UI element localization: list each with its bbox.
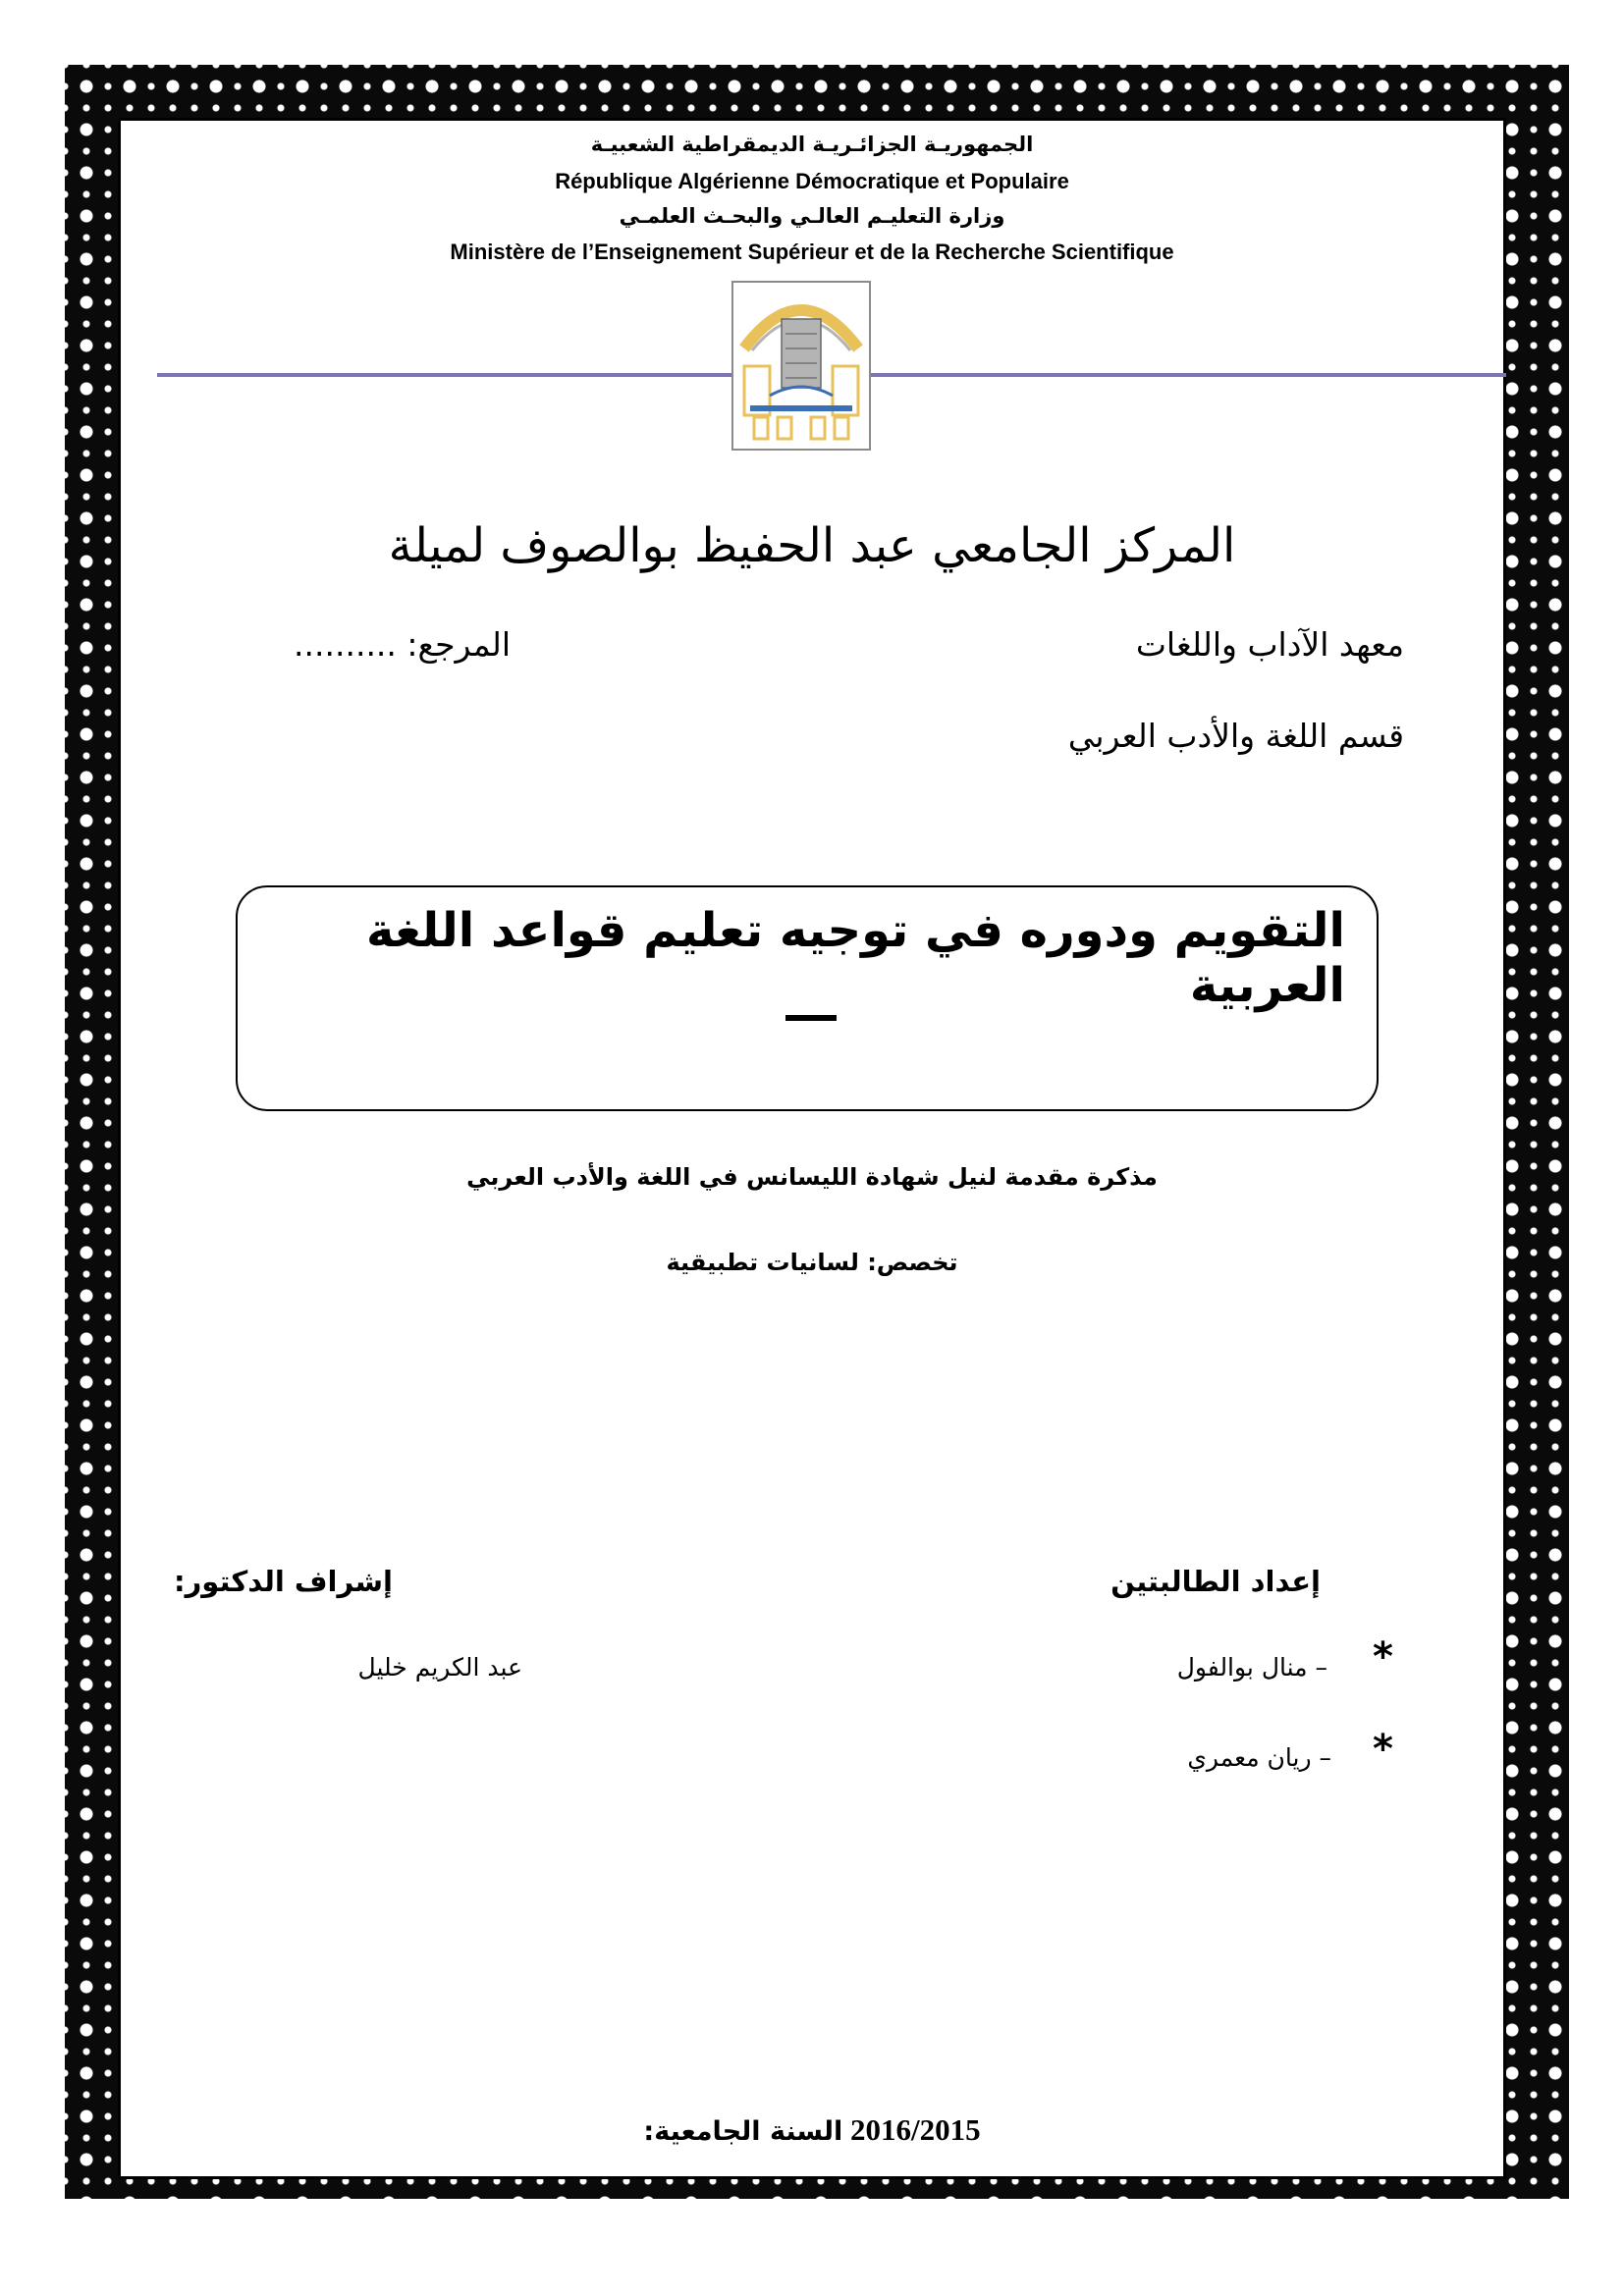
bullet-star: * (1373, 1727, 1393, 1772)
title-dash (785, 1015, 837, 1021)
institute-name: معهد الآداب واللغات (1135, 625, 1404, 664)
academic-year-label: السنة الجامعية: (643, 2116, 843, 2147)
student-name: – منال بوالفول (1176, 1653, 1327, 1682)
university-name: المركز الجامعي عبد الحفيظ بوالصوف لميلة (388, 518, 1236, 573)
reference-number: المرجع: .......... (294, 625, 511, 664)
academic-year-value: 2016/2015 (849, 2112, 981, 2147)
supervisor-name: عبد الكريم خليل (357, 1653, 522, 1682)
thesis-title: التقويم ودوره في توجيه تعليم قواعد اللغة العربية (365, 903, 1345, 1013)
ministry-french: Ministère de l’Enseignement Supérieur et de la Recherche Scientifique (450, 240, 1174, 264)
department-name: قسم اللغة والأدب العربي (1067, 717, 1404, 755)
university-logo (731, 280, 872, 452)
supervisor-label: إشراف الدكتور: (174, 1565, 393, 1598)
ministry-arabic: وزارة التعليـم العالـي والبحـث العلمـي (619, 204, 1005, 228)
student-name: – ريان معمري (1187, 1743, 1331, 1772)
title-suffix (785, 991, 837, 1031)
republic-arabic: الجمهوريـة الجزائـريـة الديمقراطية الشعبيـة (590, 133, 1034, 156)
academic-year (118, 2112, 1506, 2148)
degree-statement: مذكرة مقدمة لنيل شهادة الليسانس في اللغة والأدب العربي (466, 1163, 1158, 1191)
republic-french: République Algérienne Démocratique et Populaire (555, 169, 1069, 193)
students-label: إعداد الطالبتين (1110, 1565, 1321, 1598)
bullet-star: * (1373, 1634, 1393, 1680)
specialty: تخصص: لسانيات تطبيقية (666, 1249, 958, 1276)
